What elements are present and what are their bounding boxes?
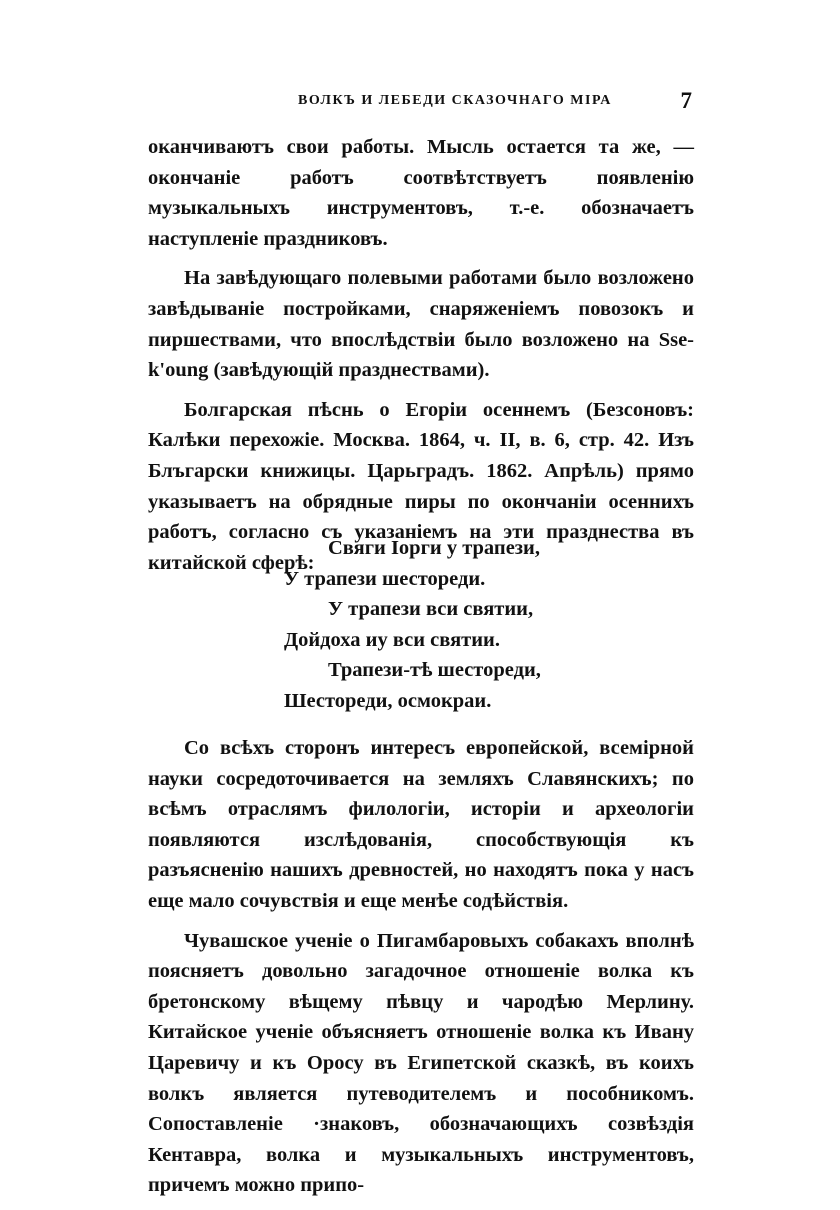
verse-line: У трапези шестореди. bbox=[284, 567, 486, 590]
paragraph: Со всѣхъ сторонъ интересъ европейской, всемірной науки сосредоточивается на земляхъ Славянскихъ; по всѣмъ отраслямъ филологіи, исторіи и археологіи появляются изслѣдованія, способствующія къ разъясненію нашихъ древностей, но находятъ пока у насъ еще мало сочувствія и еще менѣе содѣйствія. bbox=[148, 737, 694, 912]
verse-line: Дойдоха иу вси святии. bbox=[284, 628, 500, 651]
page-number: 7 bbox=[680, 88, 692, 113]
paragraph: оканчиваютъ свои работы. Мысль остается та же, — окончаніе работъ соотвѣтствуетъ появленію музыкальныхъ инструментовъ, т.-е. обозначаетъ наступленіе праздниковъ. bbox=[148, 136, 694, 250]
verse-line: Свяги Іорги у трапези, bbox=[328, 537, 540, 559]
paragraph: На завѣдующаго полевыми работами было возложено завѣдываніе постройками, снаряженіемъ повозокъ и пиршествами, что впослѣдствіи было возложено на Sse-k'oung (завѣдующій празднествами). bbox=[148, 267, 694, 382]
body-text-bottom bbox=[148, 733, 694, 1210]
verse-stanza bbox=[284, 533, 604, 717]
verse-line: Шестореди, осмокраи. bbox=[284, 689, 492, 712]
paragraph: Чувашское ученіе о Пигамбаровыхъ собакахъ вполнѣ поясняетъ довольно загадочное отношеніе волка къ бретонскому вѣщему пѣвцу и чародѣю Мерлину. Китайское ученіе объясняетъ отношеніе волка къ Ивану Царевичу и къ Оросу въ Египетской сказкѣ, въ коихъ волкъ является путеводителемъ и пособникомъ. Сопоставленіе ·знаковъ, обозначающихъ созвѣздія Кентавра, волка и музыкальныхъ инструментовъ, причемъ можно припо- bbox=[148, 929, 694, 1197]
running-head bbox=[148, 90, 692, 118]
verse-line: Трапези-тѣ шестореди, bbox=[328, 659, 541, 682]
verse-line: У трапези вси святии, bbox=[328, 598, 534, 621]
body-text-top bbox=[148, 132, 694, 587]
paragraph: Болгарская пѣснь о Егоріи осеннемъ (Безсоновъ: Калѣки перехожіе. Москва. 1864, ч. II, в. 6, стр. 42. Изъ Блъгарски книжицы. Царьградъ. 1862. Апрѣль) прямо указываетъ на обрядные пиры по окончаніи осеннихъ работъ, согласно съ указаніемъ на эти празднества въ китайской сферѣ: bbox=[148, 398, 694, 574]
running-title: ВОЛКЪ И ЛЕБЕДИ СКАЗОЧНАГО МІРА bbox=[298, 93, 612, 108]
